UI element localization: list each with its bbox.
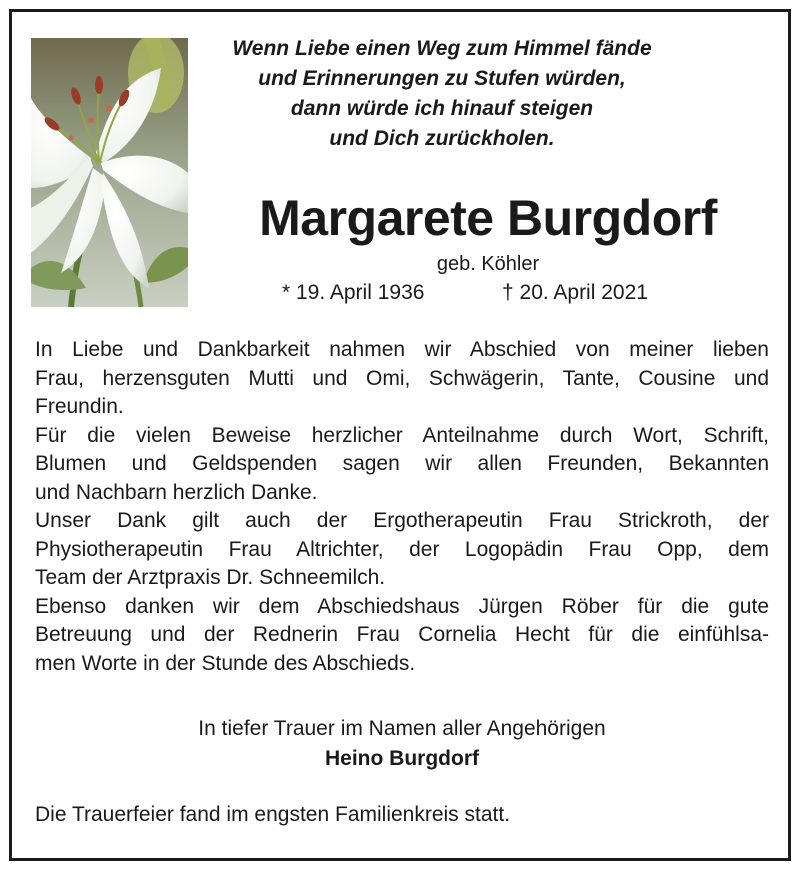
text-line: Freundin. <box>35 395 124 418</box>
closing <box>35 714 769 774</box>
poem <box>207 34 677 154</box>
obituary-text <box>35 336 769 678</box>
text-line: In Liebe und Dankbarkeit nahmen wir Abschied von meiner lieben <box>35 338 769 361</box>
lily-flower-icon <box>31 38 188 307</box>
text-line: Frau, herzensguten Mutti und Omi, Schwägerin, Tante, Cousine und <box>35 366 769 390</box>
mourning-line: In tiefer Trauer im Namen aller Angehörigen <box>198 717 606 740</box>
text-line: Physiotherapeutin Frau Altrichter, der Logopädin Frau Opp, dem <box>35 537 769 561</box>
death-date: † 20. April 2021 <box>502 281 648 304</box>
obituary-frame <box>9 9 791 861</box>
text-line: Für die vielen Beweise herzlicher Anteilnahme durch Wort, Schrift, <box>35 423 769 447</box>
text-line: und Nachbarn herzlich Danke. <box>35 480 318 504</box>
poem-line: dann würde ich hinauf steigen <box>290 97 594 120</box>
birth-date: * 19. April 1936 <box>282 281 425 304</box>
lily-photo <box>31 38 188 307</box>
text-line: men Worte in der Stunde des Abschieds. <box>35 651 416 675</box>
signer-name: Heino Burgdorf <box>325 747 479 770</box>
text-line: Team der Arztpraxis Dr. Schneemilch. <box>35 566 386 589</box>
text-line: Betreuung und der Rednerin Frau Cornelia Hecht für die einfühlsa- <box>35 623 769 646</box>
poem-line: Wenn Liebe einen Weg zum Himmel fände <box>232 37 652 60</box>
maiden-name: geb. Köhler <box>436 253 540 275</box>
funeral-note: Die Trauerfeier fand im engsten Familienkreis statt. <box>35 803 511 826</box>
text-line: Unser Dank gilt auch der Ergotherapeutin Frau Strickroth, der <box>35 509 769 532</box>
poem-line: und Dich zurückholen. <box>329 127 555 150</box>
text-line: Ebenso danken wir dem Abschiedshaus Jürgen Röber für die gute <box>35 594 769 618</box>
deceased-name: Margarete Burgdorf <box>259 190 717 246</box>
poem-line: und Erinnerungen zu Stufen würden, <box>258 67 626 90</box>
text-line: Blumen und Geldspenden sagen wir allen Freunden, Bekannten <box>35 452 769 475</box>
